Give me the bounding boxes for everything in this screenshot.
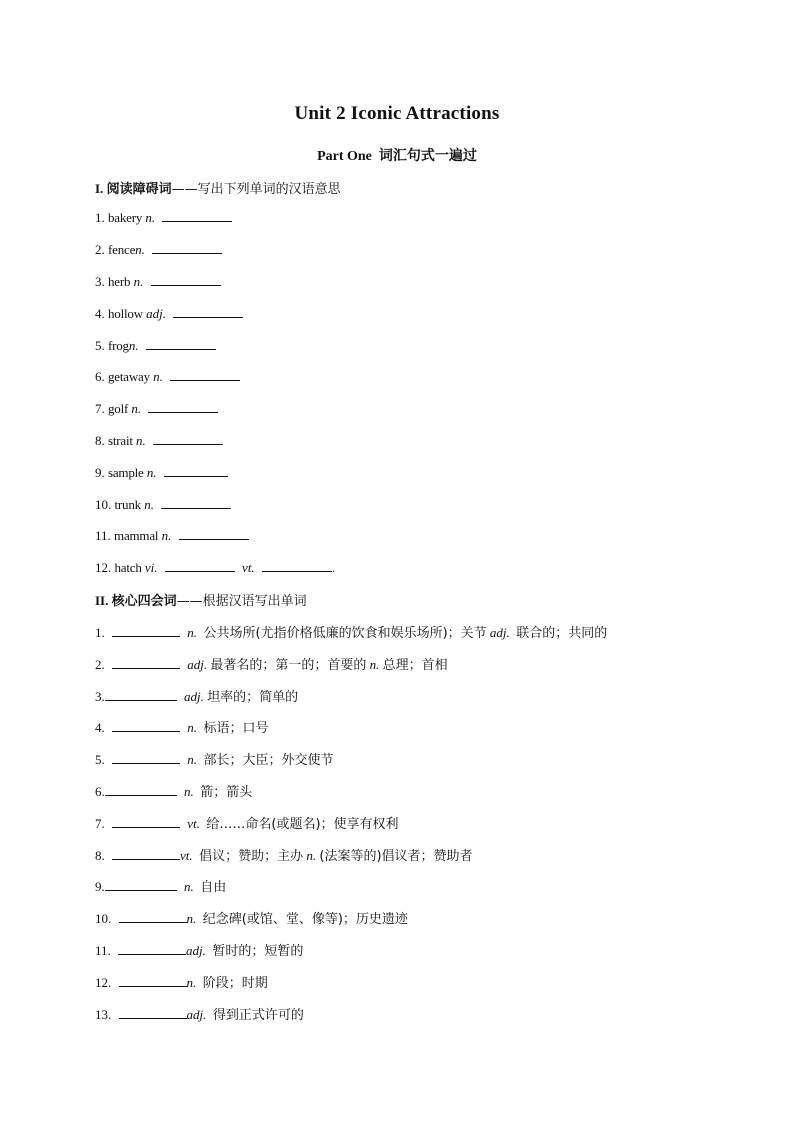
item-pos: n. [146, 465, 157, 480]
item-meaning: 暂时的；短暂的 [212, 944, 304, 959]
item-number: 13. [95, 1007, 112, 1022]
answer-blank[interactable] [146, 337, 216, 350]
def-item [95, 908, 408, 927]
item-number: 2. [95, 657, 105, 672]
answer-blank[interactable] [151, 273, 221, 286]
item-word: mammal [114, 528, 159, 543]
item-number: 11. [95, 528, 111, 543]
vocab-item [95, 527, 253, 544]
answer-blank[interactable] [165, 559, 235, 572]
def-item [95, 1004, 304, 1023]
item-meaning: 最著名的；第一的；首要的 [210, 658, 367, 673]
answer-blank[interactable] [153, 432, 223, 445]
item-number: 7. [95, 816, 105, 831]
item-meaning: 得到正式许可的 [212, 1008, 304, 1023]
vocab-item [95, 464, 232, 481]
item-pos: n. [187, 720, 197, 735]
item-number: 6. [95, 369, 105, 384]
item-pos: adj. [146, 306, 167, 321]
item-pos: n. [135, 242, 145, 257]
answer-blank[interactable] [179, 527, 249, 540]
answer-blank[interactable] [112, 751, 180, 764]
def-item [95, 876, 226, 895]
answer-blank[interactable] [112, 656, 180, 669]
section2-heading [95, 590, 307, 609]
item-number: 9. [95, 879, 105, 894]
answer-blank[interactable] [119, 910, 187, 923]
item-meaning-2: 联合的；共同的 [516, 626, 608, 641]
item-number: 7. [95, 401, 105, 416]
item-number: 4. [95, 306, 105, 321]
vocab-item [95, 337, 220, 354]
vocab-item [95, 209, 236, 226]
item-meaning-2: (法案等的)倡议者；赞助者 [319, 849, 473, 864]
vocab-item [95, 241, 226, 258]
item-pos: n. [161, 528, 172, 543]
item-meaning: 给……命名(或题名)；使享有权利 [206, 817, 399, 832]
item-pos: n. [136, 433, 146, 448]
answer-blank[interactable] [173, 305, 243, 318]
item-pos-2: n. [306, 848, 317, 863]
item-number: 3. [95, 274, 105, 289]
item-pos: adj. [186, 1007, 207, 1022]
item-end-punct: . [331, 560, 336, 575]
item-pos: n. [186, 911, 197, 926]
answer-blank[interactable] [119, 1006, 187, 1019]
answer-blank[interactable] [164, 464, 228, 477]
item-word: herb [108, 274, 131, 289]
def-item [95, 622, 607, 641]
item-pos-2: adj. [489, 625, 510, 640]
vocab-item [95, 368, 244, 385]
answer-blank[interactable] [112, 719, 180, 732]
item-number: 10. [95, 911, 112, 926]
page-subtitle [0, 145, 794, 165]
item-word: strait [108, 433, 133, 448]
item-word: sample [108, 465, 144, 480]
answer-blank[interactable] [105, 688, 177, 701]
item-number: 9. [95, 465, 105, 480]
item-pos-2: n. [369, 657, 380, 672]
item-pos: vt. [187, 816, 200, 831]
answer-blank[interactable] [105, 783, 177, 796]
item-word: frog [108, 338, 129, 353]
section2-instruction: ——根据汉语写出单词 [176, 594, 307, 609]
section2-numeral: II. [95, 593, 109, 608]
answer-blank[interactable] [118, 942, 186, 955]
answer-blank[interactable] [161, 496, 231, 509]
item-number: 1. [95, 625, 105, 640]
item-pos: adj. [187, 657, 208, 672]
def-item [95, 845, 473, 864]
item-number: 4. [95, 720, 105, 735]
item-number: 1. [95, 210, 105, 225]
item-pos: n. [184, 784, 194, 799]
answer-blank[interactable] [105, 878, 177, 891]
item-pos: n. [186, 975, 197, 990]
item-word: hollow [108, 306, 143, 321]
item-pos: n. [187, 625, 197, 640]
item-number: 8. [95, 433, 105, 448]
item-word: bakery [108, 210, 143, 225]
answer-blank[interactable] [112, 815, 180, 828]
item-pos: vt. [180, 848, 193, 863]
def-item [95, 781, 252, 800]
item-number: 8. [95, 848, 105, 863]
item-pos: n. [145, 210, 156, 225]
item-pos: n. [133, 274, 144, 289]
item-word: hatch [114, 560, 142, 575]
answer-blank[interactable] [162, 209, 232, 222]
def-item [95, 686, 298, 705]
vocab-item [95, 273, 225, 290]
vocab-item [95, 432, 227, 449]
answer-blank-2[interactable] [262, 559, 332, 572]
def-item [95, 749, 334, 768]
item-meaning-2: 总理；首相 [382, 658, 448, 673]
answer-blank[interactable] [112, 624, 180, 637]
item-meaning: 纪念碑(或馆、堂、像等)；历史遗迹 [202, 912, 408, 927]
item-pos: n. [131, 401, 142, 416]
item-number: 10. [95, 497, 112, 512]
item-pos: n. [128, 338, 139, 353]
answer-blank[interactable] [119, 974, 187, 987]
def-item [95, 940, 303, 959]
answer-blank[interactable] [112, 847, 180, 860]
vocab-item [95, 305, 247, 322]
section1-heading [95, 178, 341, 197]
item-meaning: 部长；大臣；外交使节 [203, 753, 334, 768]
item-meaning: 阶段；时期 [202, 976, 268, 991]
item-word: getaway [108, 369, 150, 384]
item-meaning: 标语；口号 [203, 721, 269, 736]
item-meaning: 倡议；赞助；主办 [199, 849, 304, 864]
subtitle-zh: 词汇句式一遍过 [378, 148, 477, 164]
def-item [95, 654, 448, 673]
item-pos: n. [153, 369, 163, 384]
answer-blank[interactable] [152, 241, 222, 254]
def-item [95, 717, 269, 736]
vocab-item [95, 496, 235, 513]
vocab-item [95, 559, 335, 576]
item-pos: vi. [144, 560, 158, 575]
section2-label: 核心四会词 [111, 594, 177, 609]
item-number: 12. [95, 560, 112, 575]
item-pos-2: vt. [242, 560, 255, 575]
page-title: Unit 2 Iconic Attractions [294, 103, 500, 124]
item-pos: n. [184, 879, 194, 894]
def-item [95, 813, 399, 832]
item-word: fence [108, 242, 136, 257]
item-number: 5. [95, 752, 105, 767]
def-item [95, 972, 268, 991]
item-meaning: 自由 [200, 880, 227, 895]
item-pos: adj. [184, 689, 204, 704]
section1-numeral: I. [95, 181, 104, 196]
item-number: 6. [95, 784, 105, 799]
subtitle-part: Part One [317, 149, 372, 164]
item-number: 5. [95, 338, 105, 353]
section1-instruction: ——写出下列单词的汉语意思 [171, 182, 341, 197]
item-meaning: 箭；箭头 [200, 785, 253, 800]
answer-blank[interactable] [148, 400, 218, 413]
item-word: trunk [114, 497, 141, 512]
item-number: 2. [95, 242, 105, 257]
section1-label: 阅读障碍词 [106, 182, 172, 197]
item-meaning: 公共场所(尤指价格低廉的饮食和娱乐场所)；关节 [203, 626, 487, 641]
item-pos: n. [144, 497, 154, 512]
vocab-item [95, 400, 222, 417]
item-number: 12. [95, 975, 112, 990]
answer-blank[interactable] [170, 368, 240, 381]
item-word: golf [108, 401, 129, 416]
item-pos: adj. [186, 943, 206, 958]
item-number: 11. [95, 943, 111, 958]
item-meaning: 坦率的；简单的 [207, 690, 299, 705]
item-number: 3. [95, 689, 105, 704]
item-pos: n. [187, 752, 197, 767]
